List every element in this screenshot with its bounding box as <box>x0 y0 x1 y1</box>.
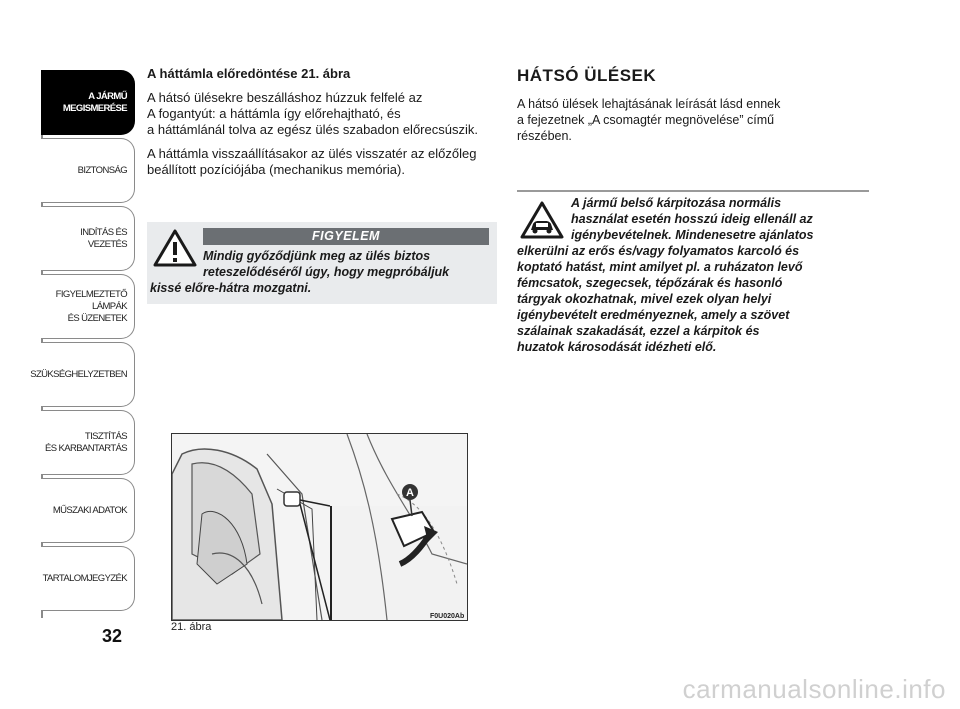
text-line: igénybevételt eredményeznek, amely a szövet <box>517 308 790 322</box>
tab-index[interactable]: TARTALOMJEGYZÉK <box>41 546 135 611</box>
tab-vehicle-overview[interactable]: A JÁRMŰ MEGISMERÉSE <box>41 70 135 135</box>
tab-warning-lights[interactable]: FIGYELMEZTETŐ LÁMPÁK ÉS ÜZENETEK <box>41 274 135 339</box>
section-heading: A háttámla előredöntése 21. ábra <box>147 66 351 81</box>
text-line: Mindig győződjünk meg az ülés biztos <box>203 249 431 263</box>
text-line: A háttámla visszaállításakor az ülés visszatér az előzőleg <box>147 146 477 161</box>
page-number: 32 <box>101 626 123 646</box>
warning-label: FIGYELEM <box>203 228 489 245</box>
note-text <box>517 195 873 355</box>
left-column <box>147 66 497 186</box>
text-line: beállított pozíciójába (mechanikus memória). <box>147 162 405 177</box>
warning-text <box>150 248 490 296</box>
text-line: huzatok károsodását idézheti elő. <box>517 340 717 354</box>
car-upholstery-warning-icon <box>520 200 564 240</box>
text-line: igénybevételnek. Mindenesetre ajánlatos <box>571 228 814 242</box>
text-line: szálainak szakadását, ezzel a kárpitok és <box>517 324 760 338</box>
tab-starting-driving[interactable]: INDÍTÁS ÉS VEZETÉS <box>41 206 135 271</box>
text-line: A jármű belső kárpitozása normális <box>571 196 782 210</box>
chapter-tabs <box>30 70 135 614</box>
text-line: a háttámlánál tolva az egész ülés szabadon előrecsúszik. <box>147 122 478 137</box>
watermark: carmanualsonline.info <box>682 674 946 704</box>
right-column <box>517 66 869 144</box>
figure-caption: 21. ábra <box>171 621 212 633</box>
text-line: kissé előre-hátra mozgatni. <box>150 281 312 295</box>
tab-technical-data[interactable]: MŰSZAKI ADATOK <box>41 478 135 543</box>
text-line: reteszelődéséről úgy, hogy megpróbáljuk <box>203 265 450 279</box>
text-line: tárgyak okozhatnak, mivel ezek olyan helyi <box>517 292 772 306</box>
note-divider <box>517 190 869 192</box>
warning-box <box>147 222 497 304</box>
tab-emergency[interactable]: SZÜKSÉGHELYZETBEN <box>41 342 135 407</box>
figure-code: F0U020Ab <box>430 613 465 620</box>
tab-cleaning-maintenance[interactable]: TISZTÍTÁS ÉS KARBANTARTÁS <box>41 410 135 475</box>
text-line: A hátsó ülésekre beszálláshoz húzzuk felfelé az <box>147 90 423 105</box>
text-line: fémcsatok, szegecsek, tépőzárak és hasonló <box>517 276 783 290</box>
intro-paragraph <box>517 96 869 144</box>
text-line: részében. <box>517 129 572 143</box>
figure-seat-illustration <box>171 433 468 621</box>
paragraph-2 <box>147 146 497 178</box>
text-line: a fejezetnek „A csomagtér megnövelése” című <box>517 113 775 127</box>
tab-safety[interactable]: BIZTONSÁG <box>41 138 135 203</box>
text-line: koptató hatást, mint amilyet pl. a ruházaton levő <box>517 260 803 274</box>
section-title: HÁTSÓ ÜLÉSEK <box>517 66 657 85</box>
seat-illustration <box>172 434 467 620</box>
text-line: elkerülni az erős és/vagy folyamatos karcoló és <box>517 244 800 258</box>
text-line: A fogantyút: a háttámla így előrehajtható, és <box>147 106 401 121</box>
text-line: használat esetén hosszú ideig ellenáll az <box>571 212 813 226</box>
text-line: A hátsó ülések lehajtásának leírását lásd ennek <box>517 97 781 111</box>
figure-marker-a: A <box>406 487 414 499</box>
paragraph-1 <box>147 90 497 138</box>
